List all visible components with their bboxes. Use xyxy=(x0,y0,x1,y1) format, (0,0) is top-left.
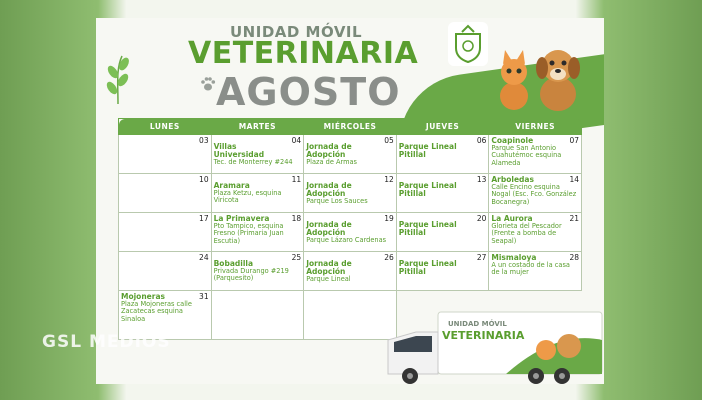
location-detail: Glorieta del Pescador (Frente a bomba de Seapal) xyxy=(491,222,562,245)
day-number: 06 xyxy=(476,136,487,145)
day-cell xyxy=(119,135,212,174)
day-cell xyxy=(489,174,582,213)
paw-icon xyxy=(200,76,216,92)
day-number: 31 xyxy=(199,292,209,301)
day-cell xyxy=(304,213,397,252)
day-number: 03 xyxy=(199,136,209,145)
veterinaria-title: VETERINARIA xyxy=(188,36,419,71)
week-row xyxy=(119,174,582,213)
week-row xyxy=(119,252,582,291)
day-cell xyxy=(396,174,489,213)
week-row xyxy=(119,135,582,174)
vet-truck-illustration xyxy=(386,310,604,384)
header-monday: LUNES xyxy=(119,119,212,135)
location-name: Jornada de Adopción xyxy=(306,181,352,198)
location-name: Mojoneras xyxy=(121,292,165,301)
day-cell xyxy=(211,213,304,252)
day-number: 24 xyxy=(199,253,209,262)
day-cell xyxy=(119,213,212,252)
location-detail: Pto Tampico, esquina Fresno (Primaria Juan Escutia) xyxy=(213,222,284,245)
header-friday: VIERNES xyxy=(489,119,582,135)
day-number: 21 xyxy=(569,214,579,223)
header-wednesday: MIÉRCOLES xyxy=(304,119,397,135)
watermark: GSL MEDIOS xyxy=(42,332,171,352)
location-name: Aramara xyxy=(213,181,250,190)
day-cell xyxy=(304,135,397,174)
location-detail: Parque Lázaro Cardenas xyxy=(306,236,387,244)
header-tuesday: MARTES xyxy=(211,119,304,135)
day-cell xyxy=(304,252,397,291)
location-name: Coapinole xyxy=(491,136,534,145)
location-name: Arboledas xyxy=(491,175,534,184)
location-name: Jornada de Adopción xyxy=(306,142,352,159)
location-detail: Parque Lineal xyxy=(306,275,351,283)
day-number: 11 xyxy=(291,175,302,184)
day-number: 14 xyxy=(569,175,579,184)
location-detail: A un costado de la casa de la mujer xyxy=(491,261,570,277)
month-title: AGOSTO xyxy=(216,70,401,114)
location-detail: Parque San Antonio Cuahutémoc esquina Alameda xyxy=(491,144,562,167)
location-name: Parque Lineal Pitillal xyxy=(398,181,457,198)
location-detail: Plaza Mojoneras calle Zacatecas esquina Sinaloa xyxy=(121,300,192,323)
cat-and-dog-illustration xyxy=(492,36,588,114)
day-number: 18 xyxy=(291,214,302,223)
day-cell xyxy=(489,252,582,291)
day-number: 12 xyxy=(384,175,394,184)
day-number: 26 xyxy=(384,253,394,262)
day-number: 05 xyxy=(384,136,394,145)
truck-label-1: UNIDAD MÓVIL xyxy=(448,320,507,328)
day-cell xyxy=(119,252,212,291)
location-detail: Calle Encino esquina Nogal (Esc. Fco. González Bocanegra) xyxy=(491,183,577,206)
day-number: 27 xyxy=(476,253,487,262)
truck-label-2: VETERINARIA xyxy=(442,329,525,342)
unit-title: UNIDAD MÓVIL xyxy=(230,23,363,41)
day-number: 20 xyxy=(476,214,487,223)
location-detail: Plaza Ketzu, esquina Viricota xyxy=(213,189,282,205)
day-cell xyxy=(119,174,212,213)
municipal-crest-icon xyxy=(448,22,488,66)
day-cell xyxy=(489,135,582,174)
leaf-branch-icon xyxy=(104,54,132,104)
day-number: 13 xyxy=(476,175,487,184)
location-name: Jornada de Adopción xyxy=(306,220,352,237)
location-detail: Privada Durango #219 (Parquesito) xyxy=(213,267,289,283)
day-cell xyxy=(304,174,397,213)
calendar-poster xyxy=(96,18,604,384)
day-cell xyxy=(396,252,489,291)
location-detail: Plaza de Armas xyxy=(306,158,357,166)
location-name: Parque Lineal Pitillal xyxy=(398,220,457,237)
day-cell xyxy=(489,213,582,252)
header-thursday: JUEVES xyxy=(396,119,489,135)
day-cell xyxy=(396,213,489,252)
day-cell xyxy=(304,291,397,340)
day-number: 17 xyxy=(199,214,209,223)
location-name: Parque Lineal Pitillal xyxy=(398,142,457,159)
location-name: Parque Lineal Pitillal xyxy=(398,259,457,276)
day-cell xyxy=(396,135,489,174)
location-name: Jornada de Adopción xyxy=(306,259,352,276)
location-detail: Tec. de Monterrey #244 xyxy=(213,158,293,166)
day-number: 28 xyxy=(569,253,579,262)
location-name: Villas Universidad xyxy=(213,142,265,159)
day-cell xyxy=(211,174,304,213)
day-number: 25 xyxy=(291,253,302,262)
location-detail: Parque Los Sauces xyxy=(306,197,368,205)
location-name: Mismaloya xyxy=(491,253,537,262)
day-cell xyxy=(211,135,304,174)
location-name: La Primavera xyxy=(213,214,270,223)
day-number: 19 xyxy=(384,214,394,223)
location-name: La Aurora xyxy=(491,214,533,223)
schedule-table xyxy=(118,118,582,340)
week-row xyxy=(119,213,582,252)
day-number: 07 xyxy=(569,136,579,145)
day-cell xyxy=(211,291,304,340)
day-number: 04 xyxy=(291,136,302,145)
day-number: 10 xyxy=(199,175,209,184)
day-cell xyxy=(211,252,304,291)
location-name: Bobadilla xyxy=(213,259,254,268)
